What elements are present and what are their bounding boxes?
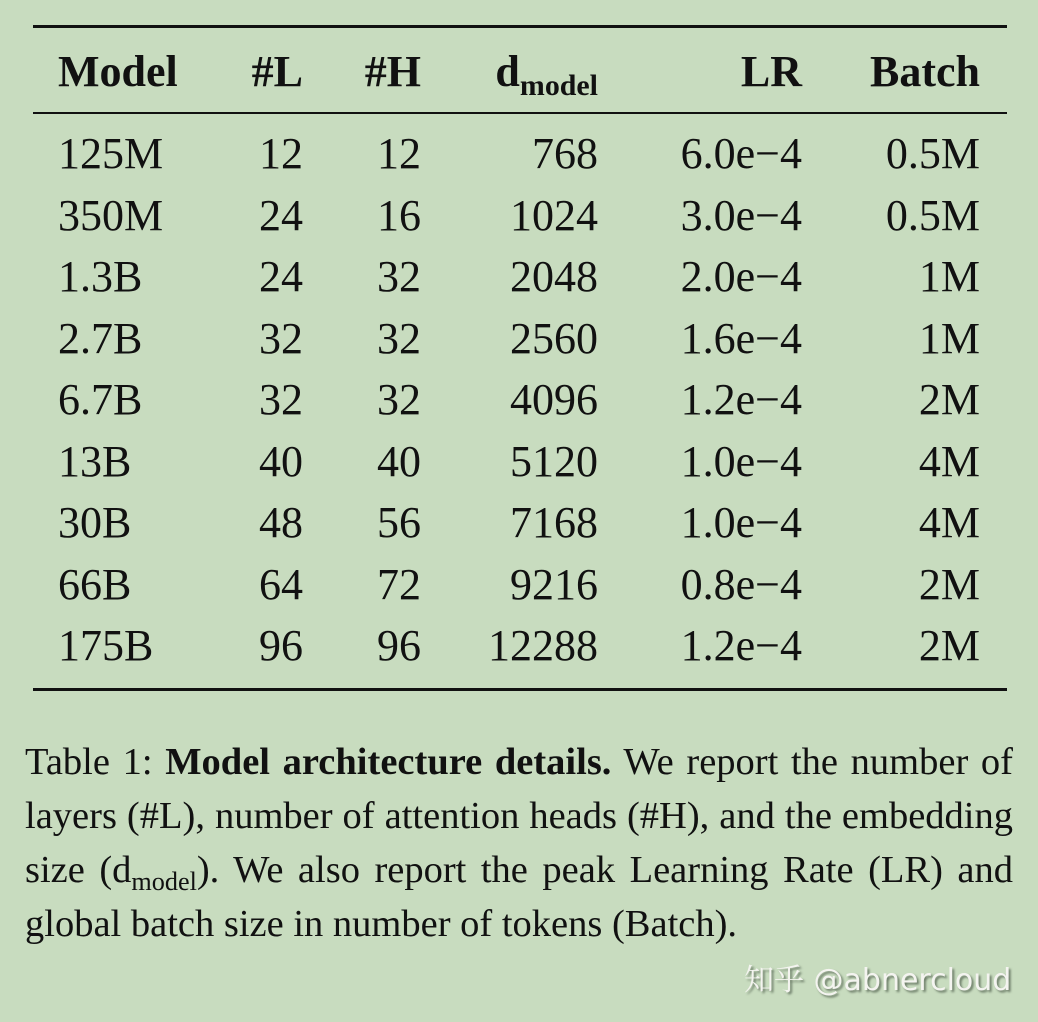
cell-layers: 32 xyxy=(259,313,303,363)
header-batch: Batch xyxy=(870,47,980,96)
cell-lr: 1.2e−4 xyxy=(680,621,802,671)
cell-layers: 12 xyxy=(259,129,303,179)
caption-text-2: ). We also report the peak Learning Rate (LR) and global batch size in number of tokens (Batch). xyxy=(25,849,1013,945)
cell-layers: 48 xyxy=(259,498,303,548)
cell-heads: 72 xyxy=(377,559,421,609)
cell-model: 1.3B xyxy=(58,252,143,302)
cell-heads: 32 xyxy=(377,375,421,425)
cell-lr: 1.2e−4 xyxy=(680,375,802,425)
cell-heads: 56 xyxy=(377,498,421,548)
cell-model: 2.7B xyxy=(58,313,143,363)
cell-model: 6.7B xyxy=(58,375,143,425)
header-lr: LR xyxy=(740,47,802,96)
header-model: Model xyxy=(58,47,178,96)
caption-title: Model architecture details. xyxy=(165,741,612,783)
cell-batch: 2M xyxy=(918,375,980,425)
header-dmodel-sub: model xyxy=(519,68,598,102)
cell-layers: 24 xyxy=(259,252,303,302)
cell-layers: 96 xyxy=(259,621,303,671)
cell-batch: 2M xyxy=(918,559,980,609)
caption-text: We report the number of layers (#L), number of attention heads (#H), and the embedding size (d xyxy=(25,741,1013,891)
table-row xyxy=(33,185,1007,247)
header-dmodel xyxy=(421,30,598,113)
header-row xyxy=(33,30,1007,113)
cell-heads: 12 xyxy=(377,129,421,179)
cell-model: 175B xyxy=(58,621,154,671)
cell-batch: 1M xyxy=(918,252,980,302)
header-heads: #H xyxy=(364,47,421,96)
cell-model: 30B xyxy=(58,498,132,548)
cell-heads: 40 xyxy=(377,436,421,486)
model-architecture-table xyxy=(33,30,1007,677)
table-row xyxy=(33,492,1007,554)
cell-model: 66B xyxy=(58,559,132,609)
cell-lr: 3.0e−4 xyxy=(680,190,802,240)
cell-batch: 0.5M xyxy=(885,190,980,240)
cell-lr: 0.8e−4 xyxy=(680,559,802,609)
cell-dmodel: 2560 xyxy=(510,313,598,363)
caption-label: Table 1: xyxy=(25,741,166,783)
header-dmodel-d: d xyxy=(495,47,520,96)
cell-layers: 64 xyxy=(259,559,303,609)
cell-batch: 2M xyxy=(918,621,980,671)
table-row xyxy=(33,615,1007,677)
cell-layers: 24 xyxy=(259,190,303,240)
cell-lr: 2.0e−4 xyxy=(680,252,802,302)
cell-dmodel: 12288 xyxy=(488,621,598,671)
header-layers: #L xyxy=(251,47,303,96)
table-row xyxy=(33,369,1007,431)
cell-model: 350M xyxy=(58,190,164,240)
cell-heads: 96 xyxy=(377,621,421,671)
cell-batch: 0.5M xyxy=(885,129,980,179)
cell-dmodel: 768 xyxy=(532,129,598,179)
cell-heads: 16 xyxy=(377,190,421,240)
cell-batch: 1M xyxy=(918,313,980,363)
top-rule xyxy=(33,25,1007,28)
cell-dmodel: 7168 xyxy=(510,498,598,548)
cell-layers: 32 xyxy=(259,375,303,425)
cell-lr: 1.0e−4 xyxy=(680,498,802,548)
cell-model: 13B xyxy=(58,436,132,486)
cell-lr: 1.6e−4 xyxy=(680,313,802,363)
cell-dmodel: 9216 xyxy=(510,559,598,609)
cell-dmodel: 5120 xyxy=(510,436,598,486)
cell-heads: 32 xyxy=(377,313,421,363)
table-row xyxy=(33,431,1007,493)
cell-lr: 6.0e−4 xyxy=(680,129,802,179)
cell-dmodel: 2048 xyxy=(510,252,598,302)
table-row xyxy=(33,246,1007,308)
cell-layers: 40 xyxy=(259,436,303,486)
cell-dmodel: 1024 xyxy=(510,190,598,240)
cell-batch: 4M xyxy=(918,436,980,486)
cell-lr: 1.0e−4 xyxy=(680,436,802,486)
cell-heads: 32 xyxy=(377,252,421,302)
cell-model: 125M xyxy=(58,129,164,179)
cell-dmodel: 4096 xyxy=(510,375,598,425)
table-row xyxy=(33,554,1007,616)
caption-sub: model xyxy=(131,866,197,896)
table-caption xyxy=(25,735,1013,951)
bottom-rule xyxy=(33,688,1007,691)
table-row xyxy=(33,308,1007,370)
table-row xyxy=(33,113,1007,185)
watermark: 知乎 @abnercloud xyxy=(744,963,1012,998)
cell-batch: 4M xyxy=(918,498,980,548)
